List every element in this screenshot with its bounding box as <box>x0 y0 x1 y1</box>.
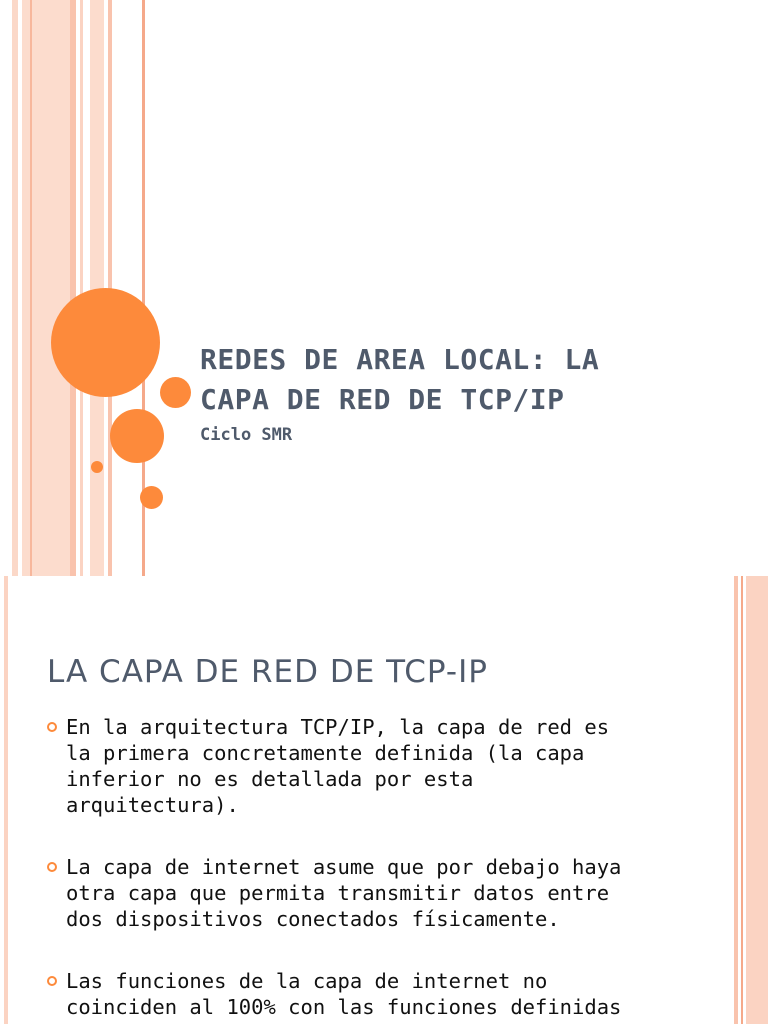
content-slide <box>0 576 768 1024</box>
decorative-stripe <box>4 576 8 1024</box>
large-circle-decoration <box>51 288 160 397</box>
decorative-stripe <box>734 576 738 1024</box>
tiny-circle-decoration <box>91 461 103 473</box>
content-slide-heading: LA CAPA DE RED DE TCP-IP <box>47 654 488 690</box>
bullet-line: la primera concretamente definida (la capa <box>66 741 585 765</box>
decorative-stripe <box>741 576 743 1024</box>
title-line: CAPA DE RED DE TCP/IP <box>200 383 565 416</box>
bullet-line: otra capa que permita transmitir datos entre <box>66 881 610 905</box>
decorative-stripe <box>30 0 32 576</box>
bullet-line: La capa de internet asume que por debajo haya <box>66 855 622 879</box>
bullet-line: dos dispositivos conectados físicamente. <box>66 907 560 931</box>
hollow-circle-icon <box>47 976 57 986</box>
small-circle-decoration <box>160 377 191 408</box>
bullet-line: coinciden al 100% con las funciones definidas <box>66 995 622 1019</box>
bullet-line: inferior no es detallada por esta <box>66 767 474 791</box>
title-slide-subtitle: Ciclo SMR <box>200 425 293 445</box>
title-line: REDES DE AREA LOCAL: LA <box>200 343 600 376</box>
list-item <box>47 968 687 1020</box>
hollow-circle-icon <box>47 722 57 732</box>
list-item <box>47 714 687 818</box>
bullet-line: arquitectura). <box>66 793 239 817</box>
decorative-stripe <box>12 0 18 576</box>
decorative-stripe <box>80 0 83 576</box>
decorative-stripe <box>746 576 768 1024</box>
medium-circle-decoration <box>110 409 164 463</box>
title-slide-heading <box>200 340 740 420</box>
small-circle-decoration <box>140 486 163 509</box>
decorative-stripe <box>70 0 76 576</box>
hollow-circle-icon <box>47 862 57 872</box>
list-item <box>47 854 687 932</box>
bullet-line: Las funciones de la capa de internet no <box>66 969 548 993</box>
bullet-list <box>47 714 687 1024</box>
bullet-line: En la arquitectura TCP/IP, la capa de red es <box>66 715 610 739</box>
